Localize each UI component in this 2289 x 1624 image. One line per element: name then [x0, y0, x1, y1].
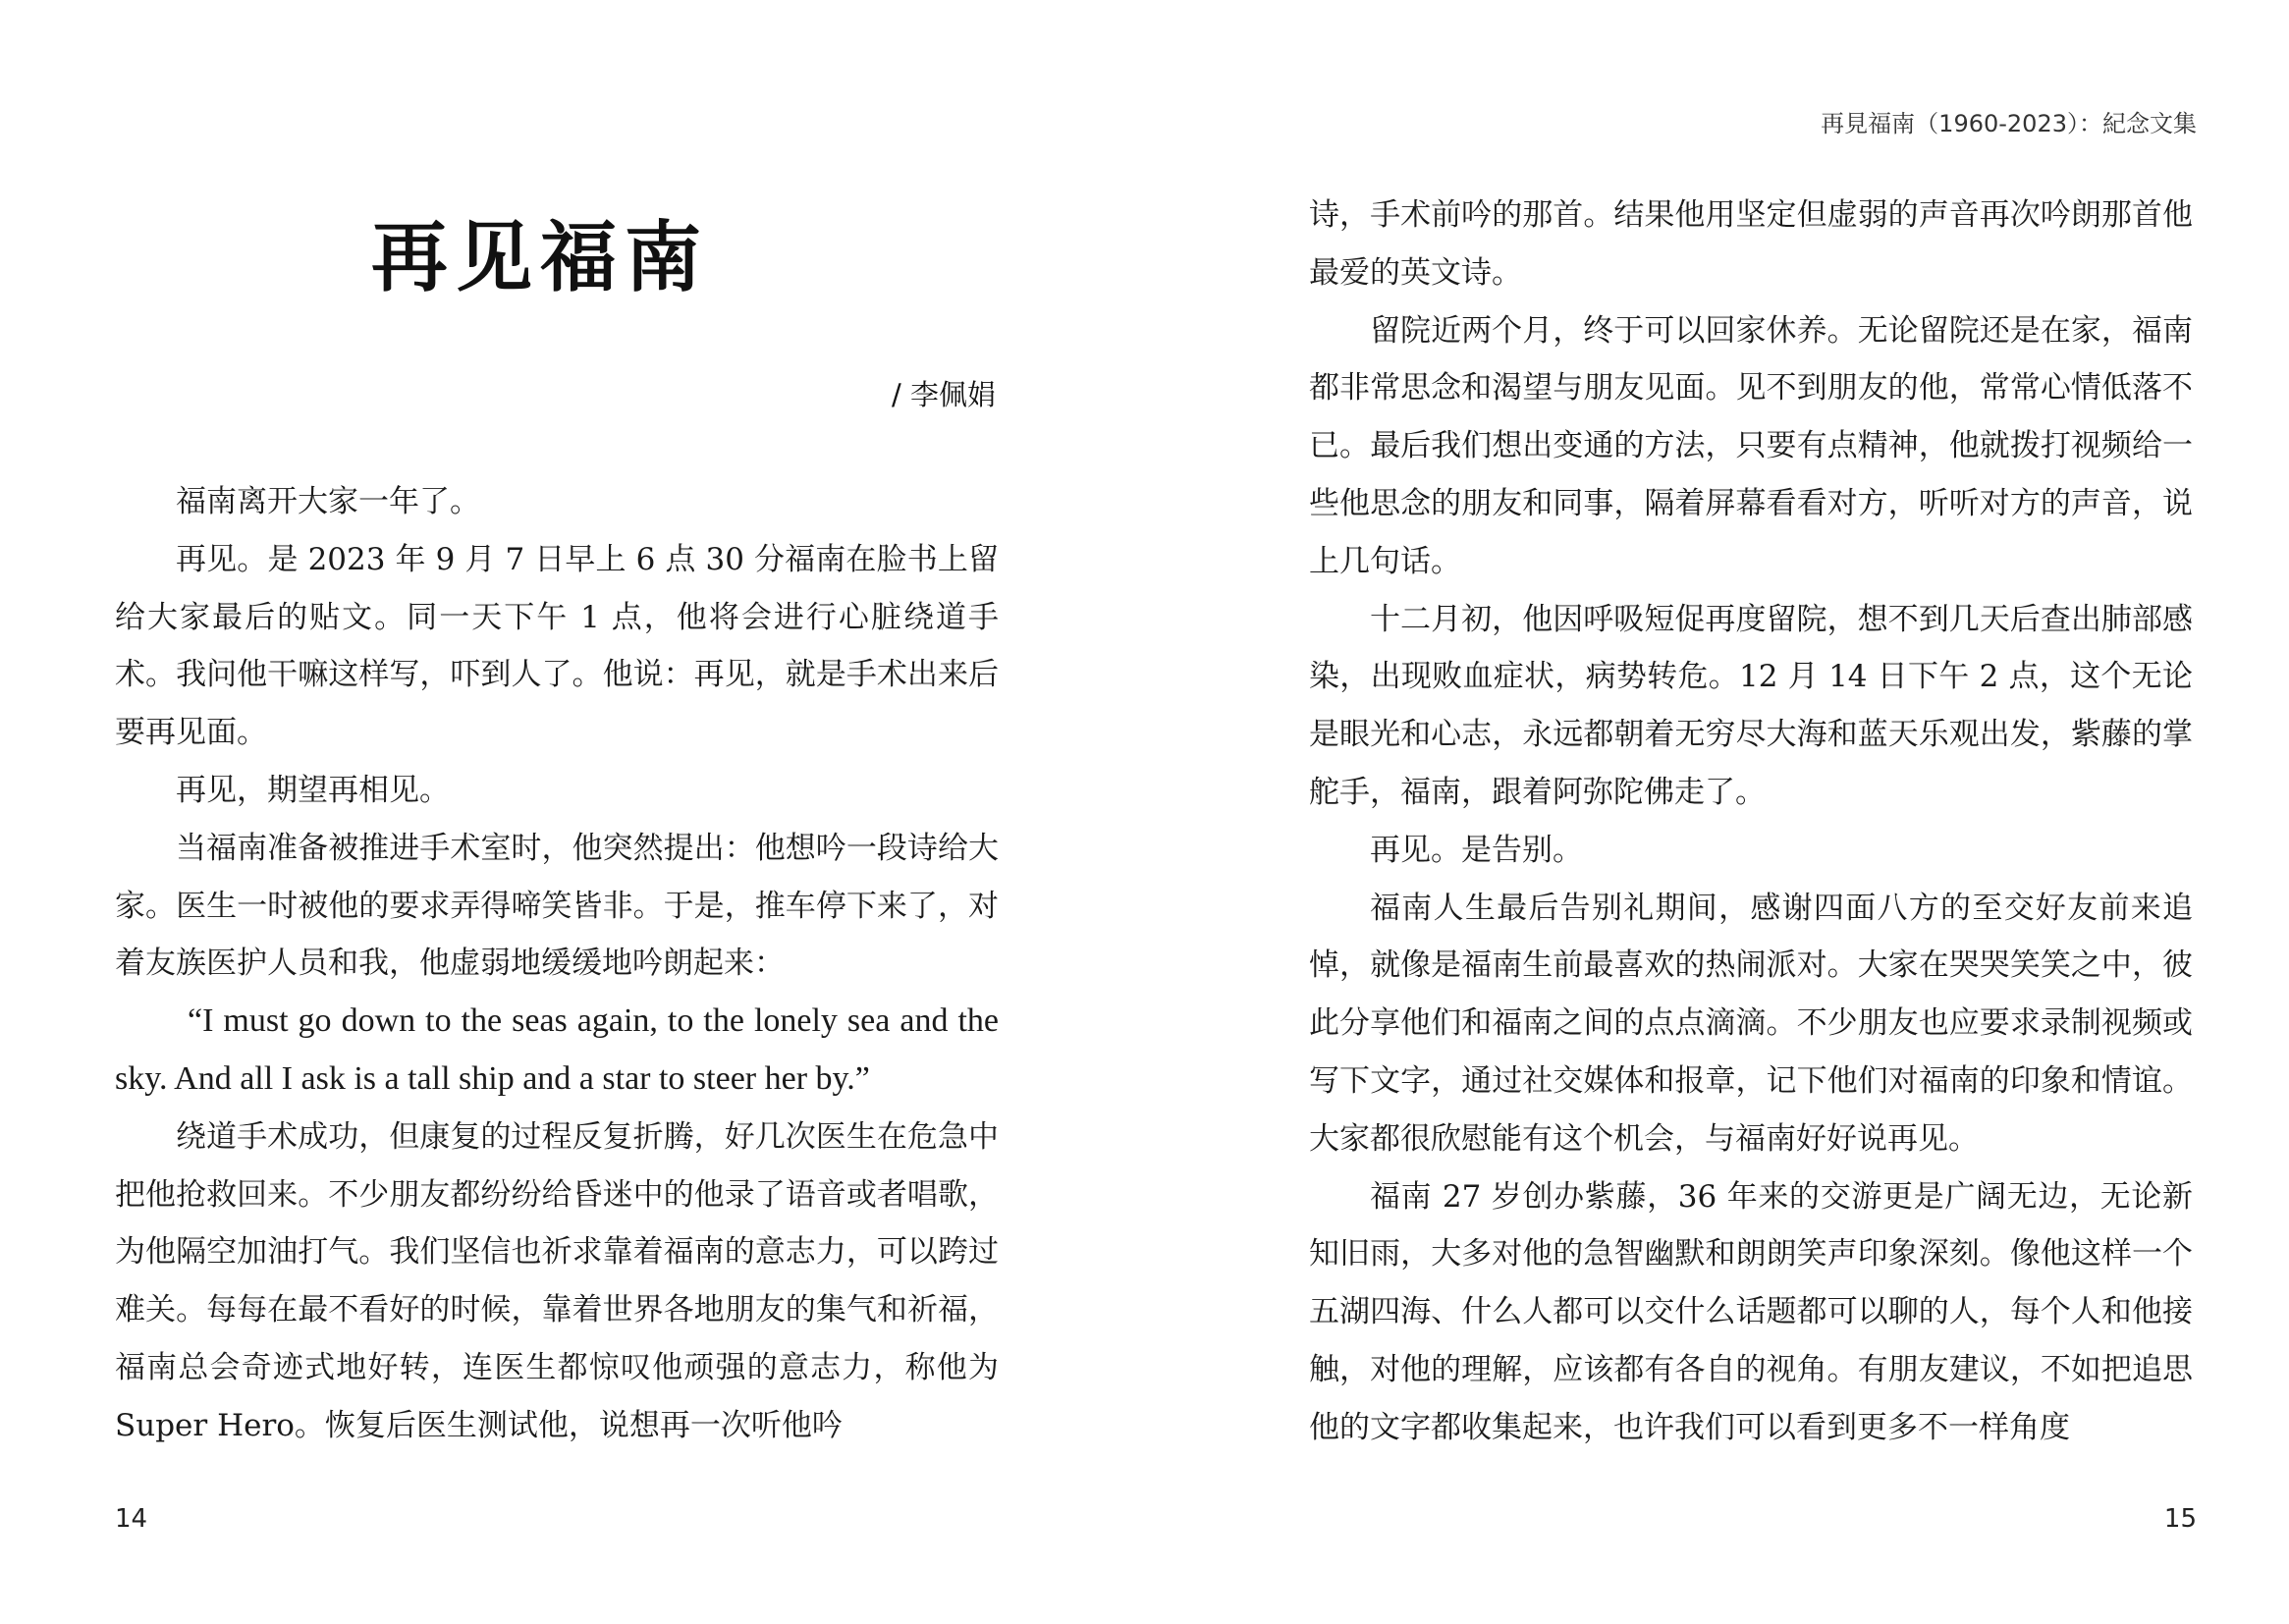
- left-body-text: [115, 473, 999, 1455]
- paragraph: 十二月初，他因呼吸短促再度留院，想不到几天后查出肺部感染，出现败血症状，病势转危。12 月 14 日下午 2 点，这个无论是眼光和心志，永远都朝着无穷尽大海和蓝天乐观出发，紫藤的掌舵手，福南，跟着阿弥陀佛走了。: [1309, 601, 2193, 810]
- paragraph-continued: 诗，手术前吟的那首。结果他用坚定但虚弱的声音再次吟朗那首他最爱的英文诗。: [1309, 197, 2193, 291]
- paragraph: 再见。是告别。: [1370, 832, 1583, 868]
- chapter-title: 再见福南: [371, 213, 710, 302]
- paragraph: 绕道手术成功，但康复的过程反复折腾，好几次医生在危急中把他抢救回来。不少朋友都纷纷给昏迷中的他录了语音或者唱歌，为他隔空加油打气。我们坚信也祈求靠着福南的意志力，可以跨过难关。每每在最不看好的时候，靠着世界各地朋友的集气和祈福，福南总会奇迹式地好转，连医生都惊叹他顽强的意志力，称他为 Super Hero。恢复后医生测试他，说想再一次听他吟: [115, 1118, 999, 1443]
- running-header: 再見福南（1960-2023）：紀念文集: [1821, 110, 2197, 137]
- page-number-left: 14: [115, 1504, 148, 1534]
- paragraph: 留院近两个月，终于可以回家休养。无论留院还是在家，福南都非常思念和渴望与朋友见面。见不到朋友的他，常常心情低落不已。最后我们想出变通的方法，只要有点精神，他就拨打视频给一些他思念的朋友和同事，隔着屏幕看看对方，听听对方的声音，说上几句话。: [1309, 312, 2193, 579]
- paragraph: 再见，期望再相见。: [176, 772, 450, 808]
- poem-quote: “I must go down to the seas again, to the lonely sea and the sky. And all I ask is a tall ship and a star to steer her by.”: [115, 1002, 999, 1097]
- right-page: [1144, 0, 2289, 1624]
- right-body-text: [1309, 187, 2193, 1457]
- author-byline: / 李佩娟: [892, 378, 996, 411]
- paragraph: 福南 27 岁创办紫藤，36 年来的交游更是广阔无边，无论新知旧雨，大多对他的急智幽默和朗朗笑声印象深刻。像他这样一个五湖四海、什么人都可以交什么话题都可以聊的人，每个人和他接触，对他的理解，应该都有各自的视角。有朋友建议，不如把追思他的文字都收集起来，也许我们可以看到更多不一样角度: [1309, 1178, 2193, 1445]
- paragraph: 再见。是 2023 年 9 月 7 日早上 6 点 30 分福南在脸书上留给大家最后的贴文。同一天下午 1 点，他将会进行心脏绕道手术。我问他干嘛这样写，吓到人了。他说：再见，就是手术出来后要再见面。: [115, 541, 999, 751]
- page-number-right: 15: [2163, 1504, 2197, 1534]
- paragraph: 福南离开大家一年了。: [176, 484, 480, 519]
- left-page: [0, 0, 1144, 1624]
- paragraph: 福南人生最后告别礼期间，感谢四面八方的至交好友前来追悼，就像是福南生前最喜欢的热闹派对。大家在哭哭笑笑之中，彼此分享他们和福南之间的点点滴滴。不少朋友也应要求录制视频或写下文字，通过社交媒体和报章，记下他们对福南的印象和情谊。大家都很欣慰能有这个机会，与福南好好说再见。: [1309, 890, 2193, 1157]
- paragraph: 当福南准备被推进手术室时，他突然提出：他想吟一段诗给大家。医生一时被他的要求弄得啼笑皆非。于是，推车停下来了，对着友族医护人员和我，他虚弱地缓缓地吟朗起来：: [115, 830, 999, 982]
